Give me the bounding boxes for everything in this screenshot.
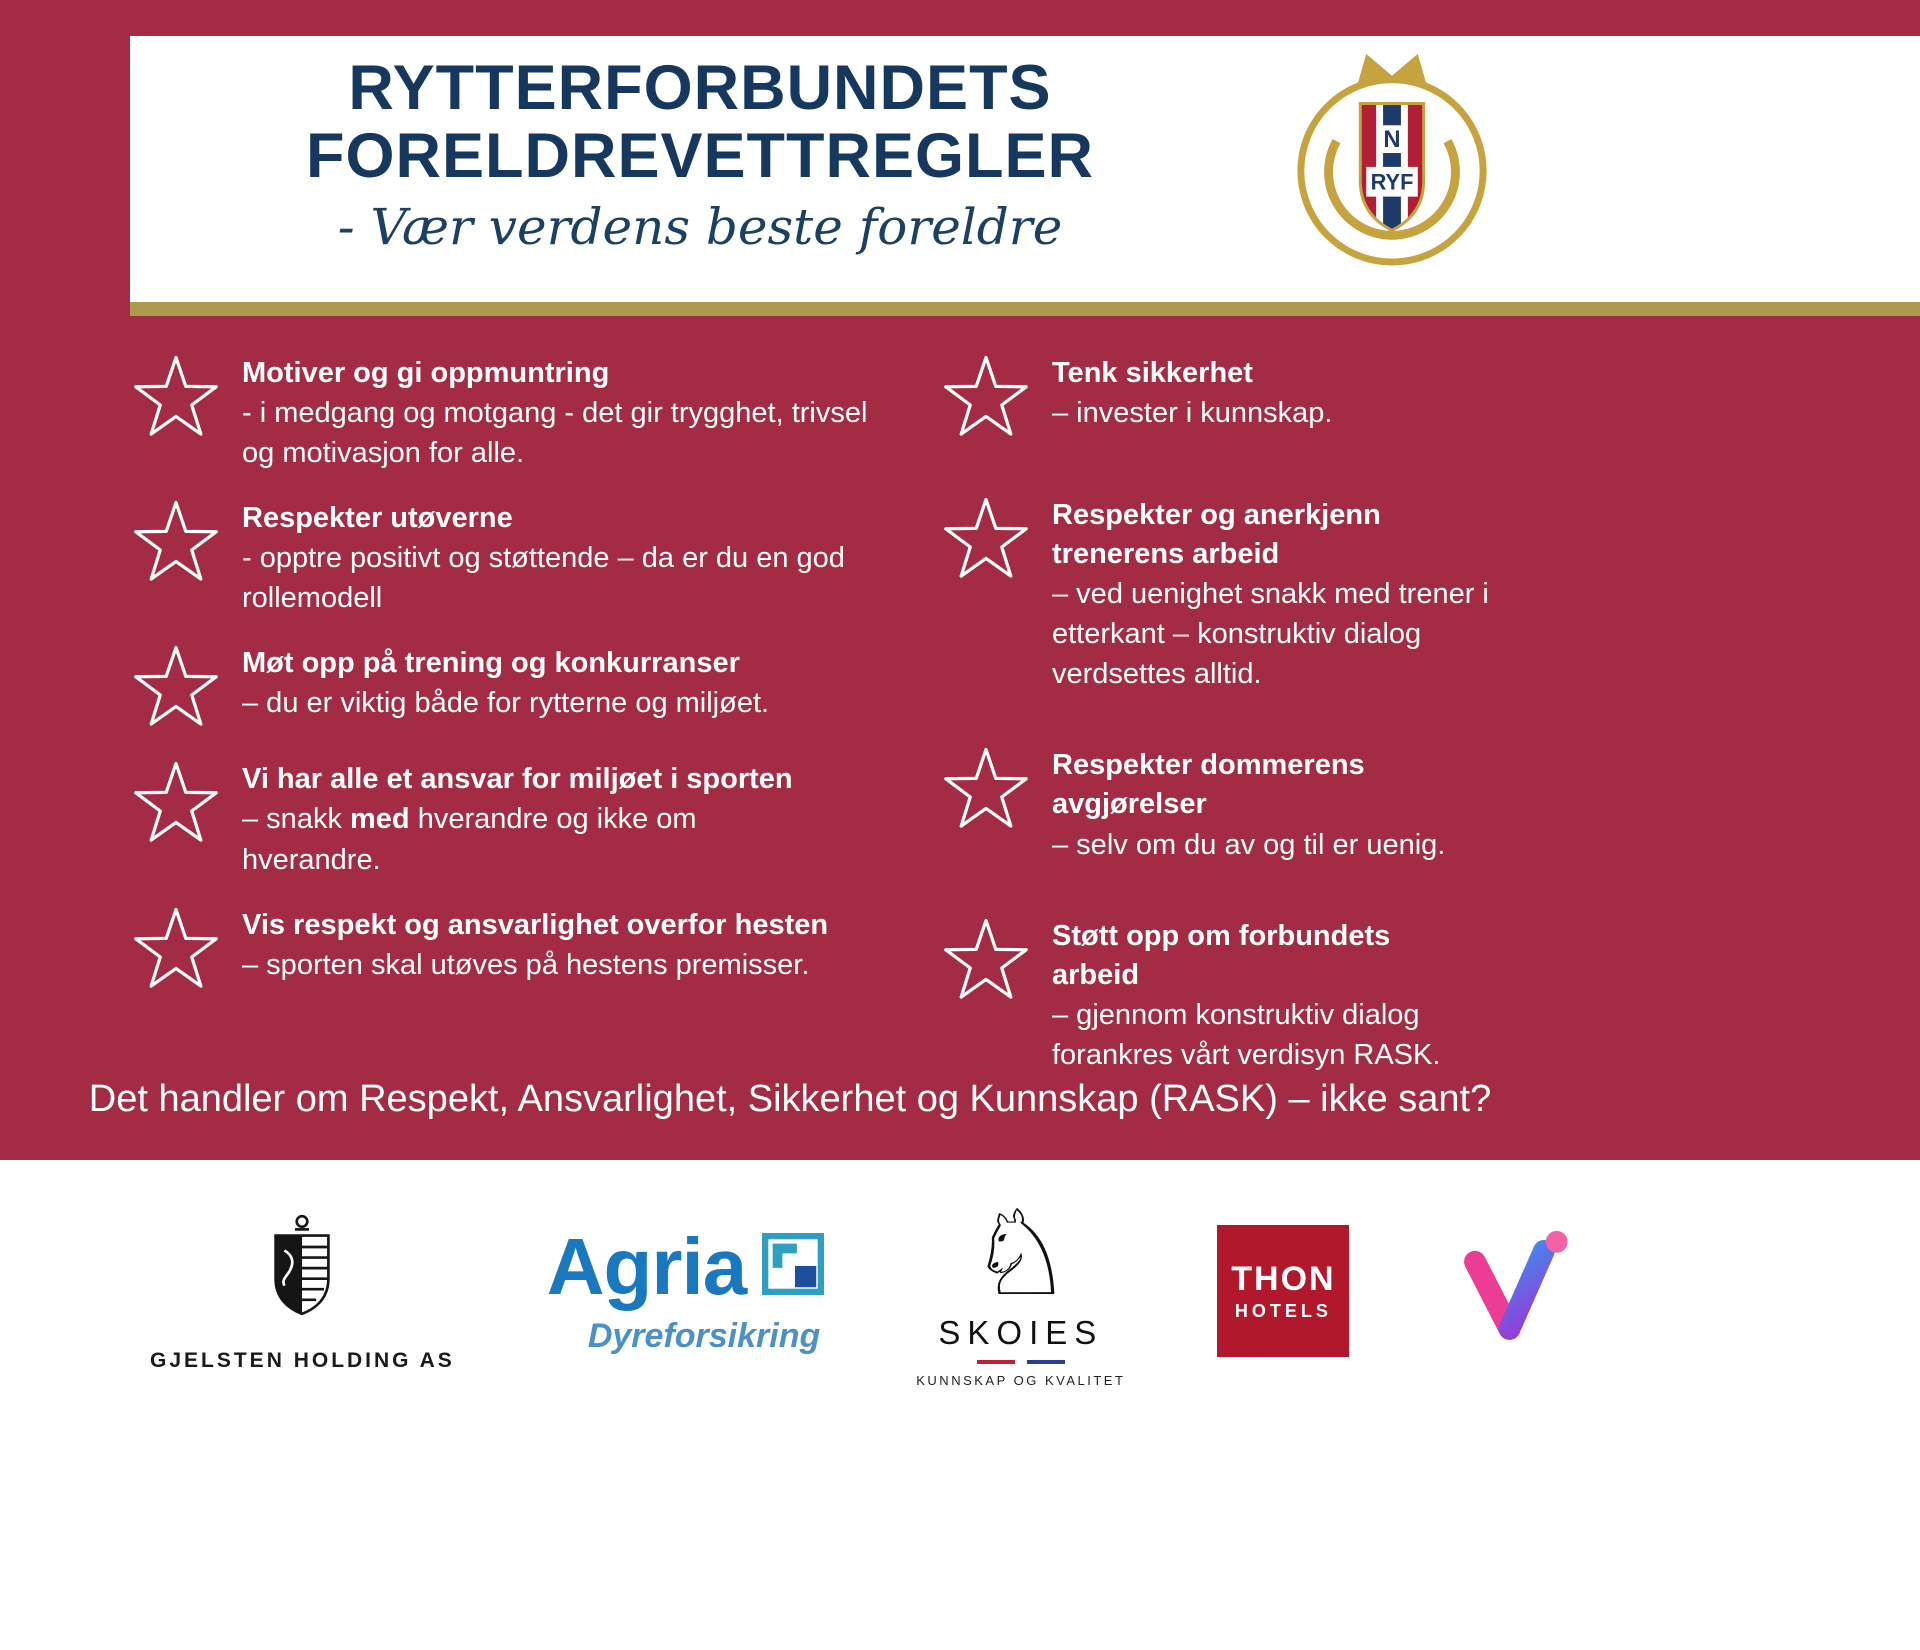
- page-subtitle: - Vær verdens beste foreldre: [337, 198, 1063, 257]
- rule-body: – ved uenighet snakk med trener i etterkant – konstruktiv dialog verdsettes alltid.: [1052, 578, 1489, 691]
- rule-body: – du er viktig både for rytterne og miljøet.: [242, 687, 770, 720]
- header-titles: [150, 54, 1250, 256]
- rule-text: [242, 642, 882, 723]
- rule-title: Vis respekt og ansvarlighet overfor hesten: [242, 908, 829, 941]
- logo-letters-ryf: RYF: [1370, 169, 1414, 195]
- rule-title: Støtt opp om forbundets arbeid: [1052, 919, 1391, 991]
- rule-title: Møt opp på trening og konkurranser: [242, 647, 740, 680]
- rule-item: [940, 494, 1580, 694]
- rule-body: [242, 799, 802, 879]
- rule-body: - i medgang og motgang - det gir trygghet, trivsel og motivasjon for alle.: [242, 397, 868, 470]
- rule-text: [1052, 352, 1532, 433]
- rule-item: [940, 744, 1580, 864]
- star-icon: [130, 352, 222, 444]
- rule-title: Tenk sikkerhet: [1052, 357, 1253, 389]
- rule-body: - opptre positivt og støttende – da er du en god rollemodell: [242, 542, 845, 615]
- sponsor-footer: [0, 1160, 1920, 1650]
- thon-logo: [1217, 1225, 1349, 1357]
- rule-item: [130, 904, 940, 996]
- sponsor-skoies: [916, 1184, 1126, 1388]
- thon-subname: HOTELS: [1234, 1301, 1332, 1321]
- rule-title: Motiver og gi oppmuntring: [242, 357, 610, 389]
- star-icon: [940, 744, 1032, 836]
- agria-wordmark: Agria: [546, 1221, 747, 1311]
- page-title-line2: FORELDREVETTREGLER: [305, 121, 1095, 192]
- rule-body-bold: med: [350, 803, 410, 836]
- rule-title: Respekter utøverne: [242, 502, 513, 535]
- rule-item: [940, 915, 1580, 1075]
- rule-body: – gjennom konstruktiv dialog forankres vårt verdisyn RASK.: [1052, 998, 1441, 1071]
- skoies-tagline: KUNNSKAP OG KVALITET: [916, 1373, 1126, 1388]
- gold-divider: [130, 302, 1920, 316]
- rules-column-right: [940, 352, 1580, 1125]
- nryf-logo-icon: [1283, 42, 1501, 275]
- logo-letter-n: N: [1383, 126, 1401, 154]
- sponsor-agria: [546, 1221, 825, 1356]
- flag-segment-red: [977, 1360, 1015, 1364]
- rule-body-suffix: hverandre og ikke om hverandre.: [242, 803, 697, 876]
- rule-item: [940, 352, 1580, 444]
- v-logo-icon: [1455, 1225, 1573, 1358]
- rule-text: [242, 497, 882, 618]
- rule-item: [130, 352, 940, 473]
- agria-row: [546, 1221, 825, 1311]
- rule-text: [242, 904, 882, 985]
- agria-mark-icon: [762, 1233, 824, 1300]
- sponsor-row: [0, 1160, 1920, 1388]
- rule-body-prefix: – snakk: [242, 803, 350, 836]
- gjelsten-name: GJELSTEN HOLDING AS: [150, 1348, 455, 1372]
- rule-text: [242, 758, 882, 879]
- rule-text: [1052, 915, 1532, 1075]
- agria-tagline: Dyreforsikring: [587, 1316, 821, 1355]
- star-icon: [940, 352, 1032, 444]
- sponsor-gjelsten: [150, 1210, 455, 1373]
- rule-text: [1052, 744, 1532, 864]
- thon-name: THON: [1231, 1260, 1336, 1298]
- horse-head-icon: ♘: [967, 1184, 1074, 1322]
- star-icon: [130, 497, 222, 589]
- gjelsten-crest-icon: [258, 1210, 346, 1333]
- flag-segment-blue: [1027, 1360, 1065, 1364]
- rule-item: [130, 642, 940, 734]
- page-title-line1: RYTTERFORBUNDETS: [348, 53, 1052, 123]
- rules-content: [130, 352, 1580, 1125]
- rule-title: Respekter dommerens avgjørelser: [1052, 749, 1365, 821]
- star-icon: [130, 904, 222, 996]
- rask-tagline: Det handler om Respekt, Ansvarlighet, Sikkerhet og Kunnskap (RASK) – ikke sant?: [88, 1078, 1492, 1120]
- rule-body: – invester i kunnskap.: [1052, 397, 1333, 430]
- rule-body: – selv om du av og til er uenig.: [1052, 828, 1446, 861]
- star-icon: [940, 915, 1032, 1007]
- skoies-flag-line: [977, 1360, 1065, 1364]
- rule-text: [242, 352, 882, 473]
- star-icon: [940, 494, 1032, 586]
- rules-column-left: [130, 352, 940, 1125]
- rule-item: [130, 497, 940, 618]
- star-icon: [130, 642, 222, 734]
- skoies-name: SKOIES: [938, 1314, 1104, 1351]
- sponsor-v: [1455, 1225, 1573, 1358]
- rule-body: – sporten skal utøves på hestens premisser.: [242, 948, 810, 981]
- rule-text: [1052, 494, 1532, 694]
- star-icon: [130, 758, 222, 850]
- rule-title: Respekter og anerkjenn trenerens arbeid: [1052, 499, 1381, 571]
- rule-title: Vi har alle et ansvar for miljøet i sporten: [242, 763, 793, 796]
- rule-item: [130, 758, 940, 879]
